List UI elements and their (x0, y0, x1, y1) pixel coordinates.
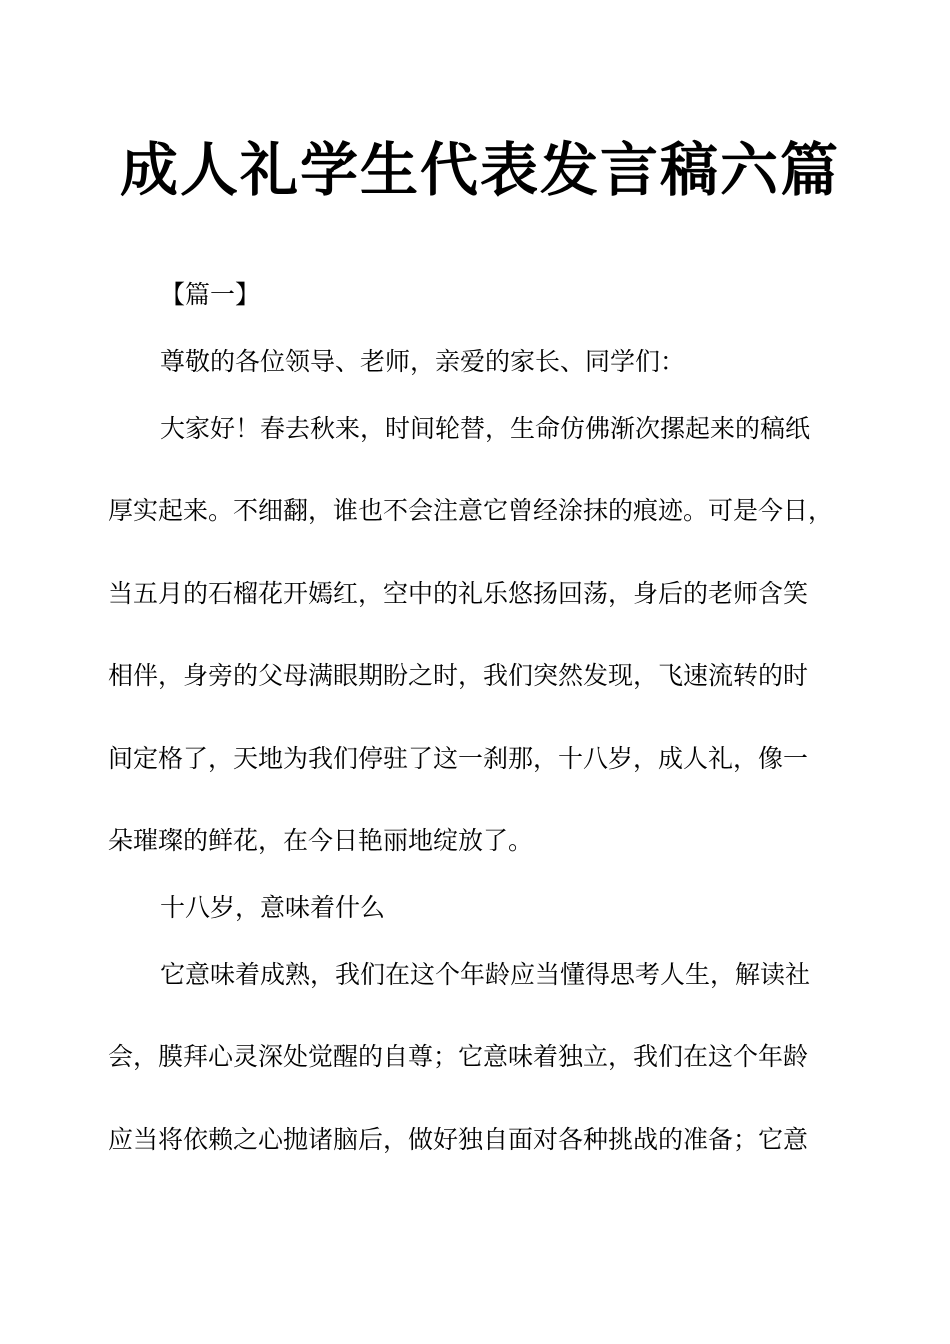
salutation-line: 尊敬的各位领导、老师，亲爱的家长、同学们： (160, 347, 686, 376)
document-title: 成人礼学生代表发言稿六篇 (119, 136, 840, 204)
body-line: 会，膜拜心灵深处觉醒的自尊；它意味着独立，我们在这个年龄 (108, 1042, 809, 1071)
body-line: 大家好！春去秋来，时间轮替，生命仿佛渐次摞起来的稿纸 (160, 414, 811, 443)
body-line: 应当将依赖之心抛诸脑后，做好独自面对各种挑战的准备；它意 (108, 1125, 809, 1154)
body-line: 十八岁，意味着什么 (160, 893, 386, 922)
section-heading: 【篇一】 (160, 280, 261, 309)
body-line: 间定格了，天地为我们停驻了这一刹那，十八岁，成人礼，像一 (108, 744, 809, 773)
body-line: 厚实起来。不细翻，谁也不会注意它曾经涂抹的痕迹。可是今日， (108, 496, 834, 525)
body-line: 朵璀璨的鲜花，在今日艳丽地绽放了。 (108, 826, 534, 855)
body-line: 当五月的石榴花开嫣红，空中的礼乐悠扬回荡，身后的老师含笑 (108, 579, 809, 608)
body-line: 相伴，身旁的父母满眼期盼之时，我们突然发现，飞速流转的时 (108, 661, 809, 690)
body-line: 它意味着成熟，我们在这个年龄应当懂得思考人生，解读社 (160, 960, 811, 989)
